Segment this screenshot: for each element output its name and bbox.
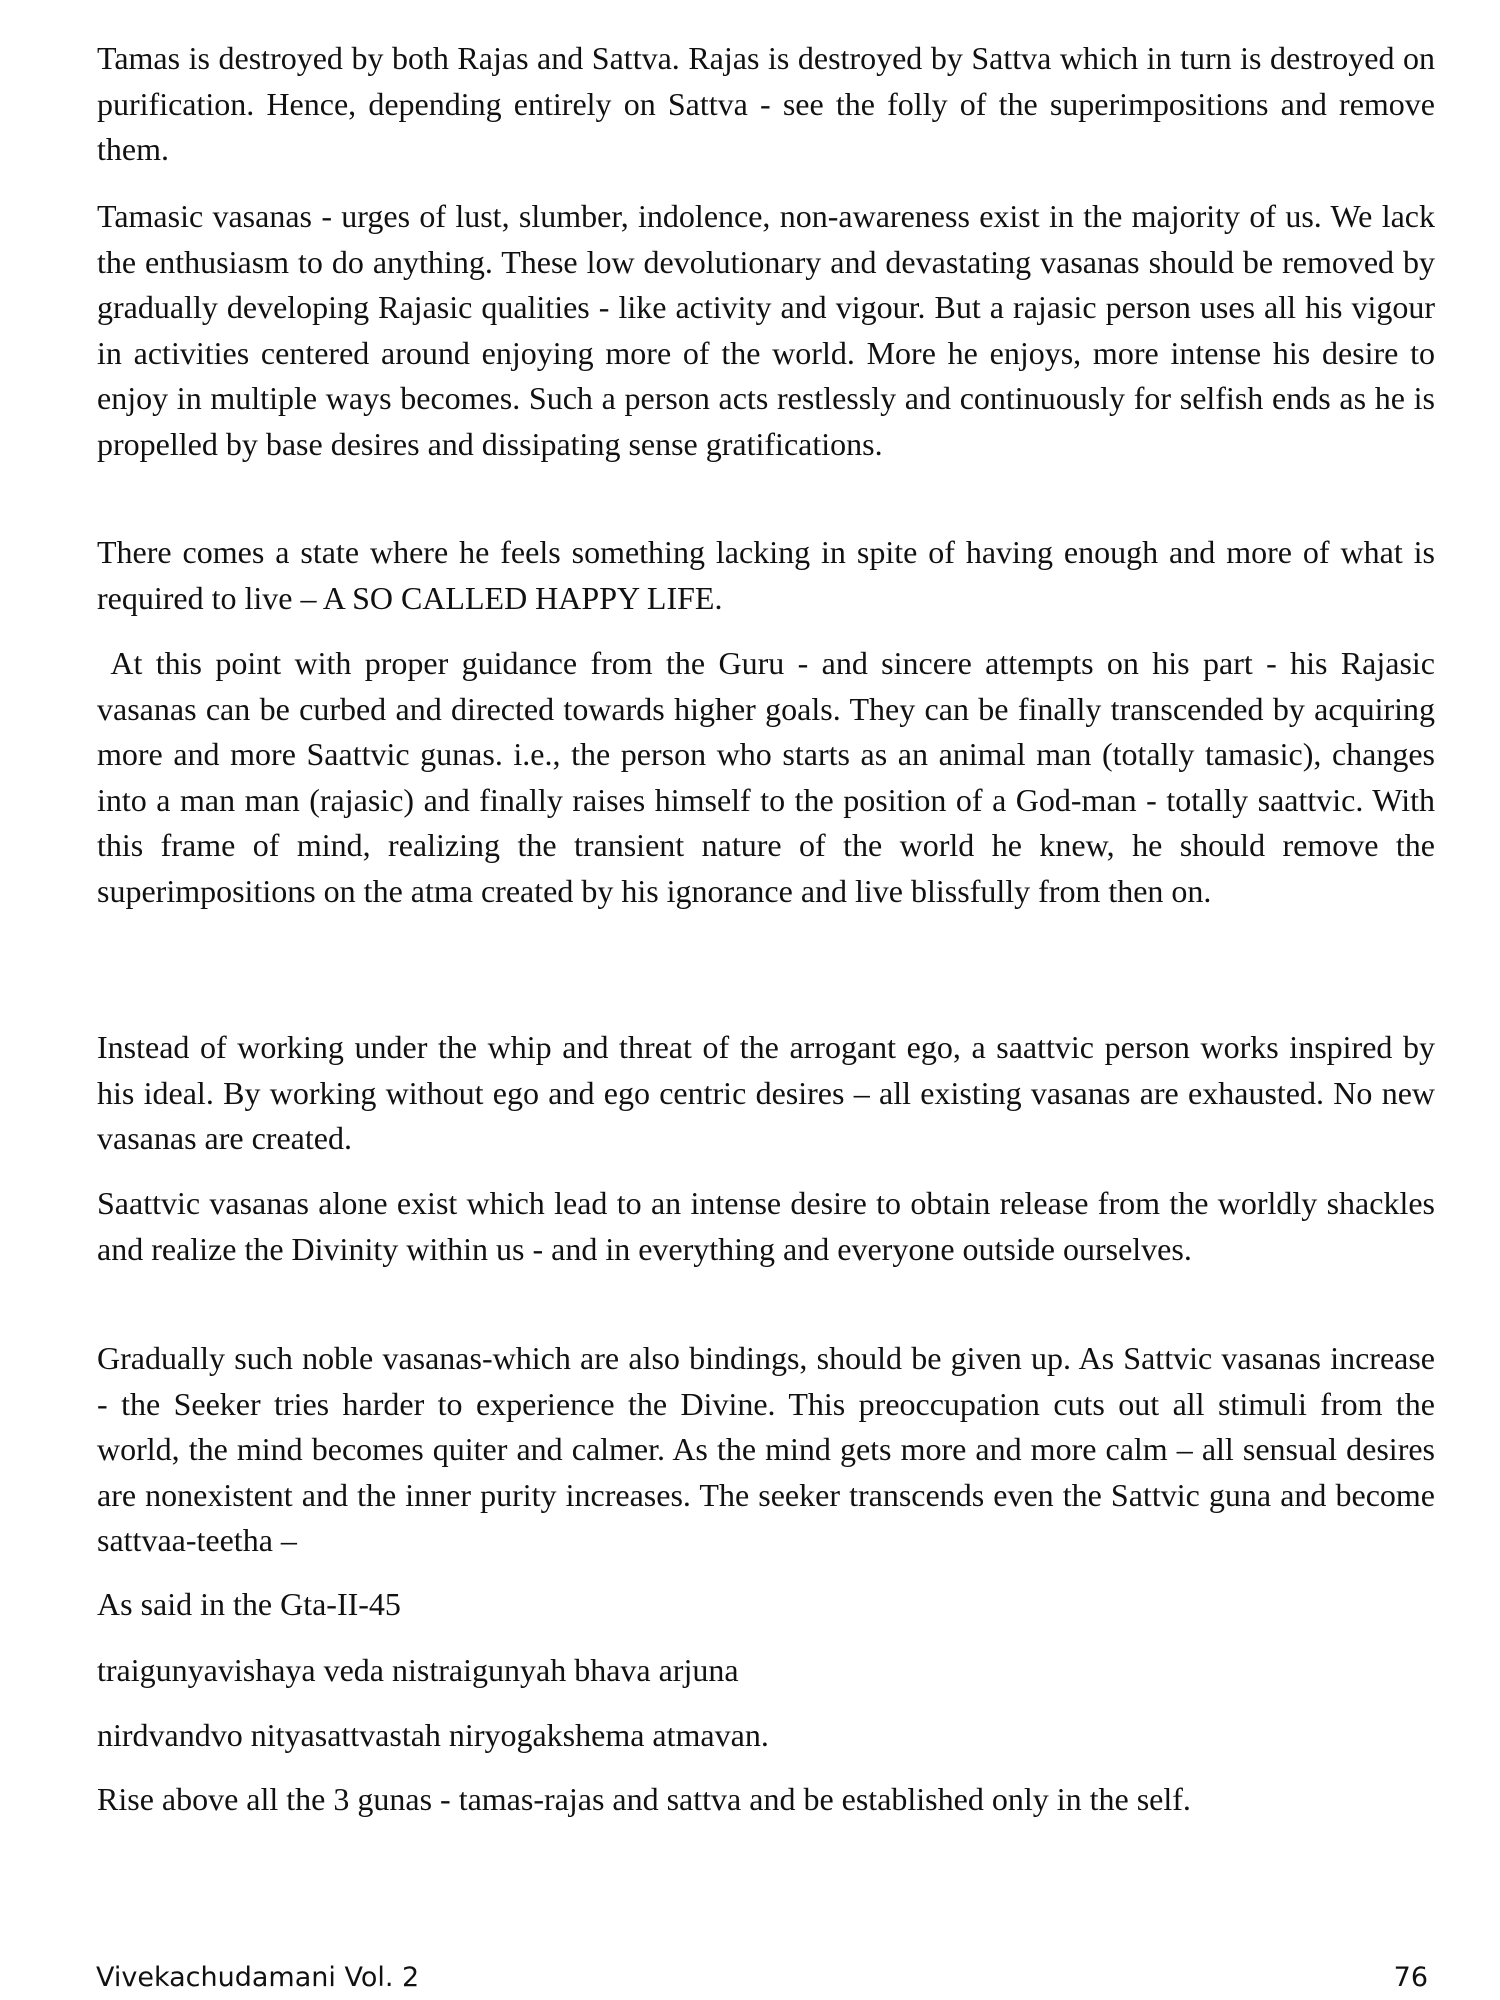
verse-line: traigunyavishaya veda nistraigunyah bhava arjuna [97,1652,739,1688]
verse-line: nirdvandvo nityasattvastah niryogakshema atmavan. [97,1717,769,1753]
paragraph: Instead of working under the whip and threat of the arrogant ego, a saattvic person works inspired by his ideal. By working without ego and ego centric desires – all existing vasanas are exhausted. No new vasanas are created. [97,1029,1435,1157]
footer-page-number: 76 [1393,1962,1428,1993]
paragraph: Gradually such noble vasanas-which are also bindings, should be given up. As Sattvic vasanas increase - the Seeker tries harder to experience the Divine. This preoccupation cuts out all stimuli from the world, the mind becomes quiter and calmer. As the mind gets more and more calm – all sensual desires are nonexistent and the inner purity increases. The seeker transcends even the Sattvic guna and become sattvaa-teetha – [97,1340,1435,1559]
paragraph: Tamas is destroyed by both Rajas and Sattva. Rajas is destroyed by Sattva which in turn is destroyed on purification. Hence, depending entirely on Sattva - see the folly of the superimpositions and remove them. [97,40,1435,168]
paragraph: Saattvic vasanas alone exist which lead to an intense desire to obtain release from the worldly shackles and realize the Divinity within us - and in everything and everyone outside ourselves. [97,1185,1435,1267]
verse-reference: As said in the Gta-II-45 [97,1586,401,1622]
paragraph: At this point with proper guidance from the Guru - and sincere attempts on his part - his Rajasic vasanas can be curbed and directed towards higher goals. They can be finally transcended by acquiring more and more Saattvic gunas. i.e., the person who starts as an animal man (totally tamasic), changes into a man man (rajasic) and finally raises himself to the position of a God-man - totally saattvic. With this frame of mind, realizing the transient nature of the world he knew, he should remove the superimpositions on the atma created by his ignorance and live blissfully from then on. [97,645,1444,909]
paragraph: There comes a state where he feels something lacking in spite of having enough and more of what is required to live – A SO CALLED HAPPY LIFE. [97,534,1435,616]
footer-book-title: Vivekachudamani Vol. 2 [96,1962,420,1993]
paragraph: Tamasic vasanas - urges of lust, slumber, indolence, non-awareness exist in the majority of us. We lack the enthusiasm to do anything. These low devolutionary and devastating vasanas should be removed by gradually developing Rajasic qualities - like activity and vigour. But a rajasic person uses all his vigour in activities centered around enjoying more of the world. More he enjoys, more intense his desire to enjoy in multiple ways becomes. Such a person acts restlessly and continuously for selfish ends as he is propelled by base desires and dissipating sense gratifications. [97,198,1435,462]
paragraph: Rise above all the 3 gunas - tamas-rajas and sattva and be established only in the self. [97,1781,1191,1817]
